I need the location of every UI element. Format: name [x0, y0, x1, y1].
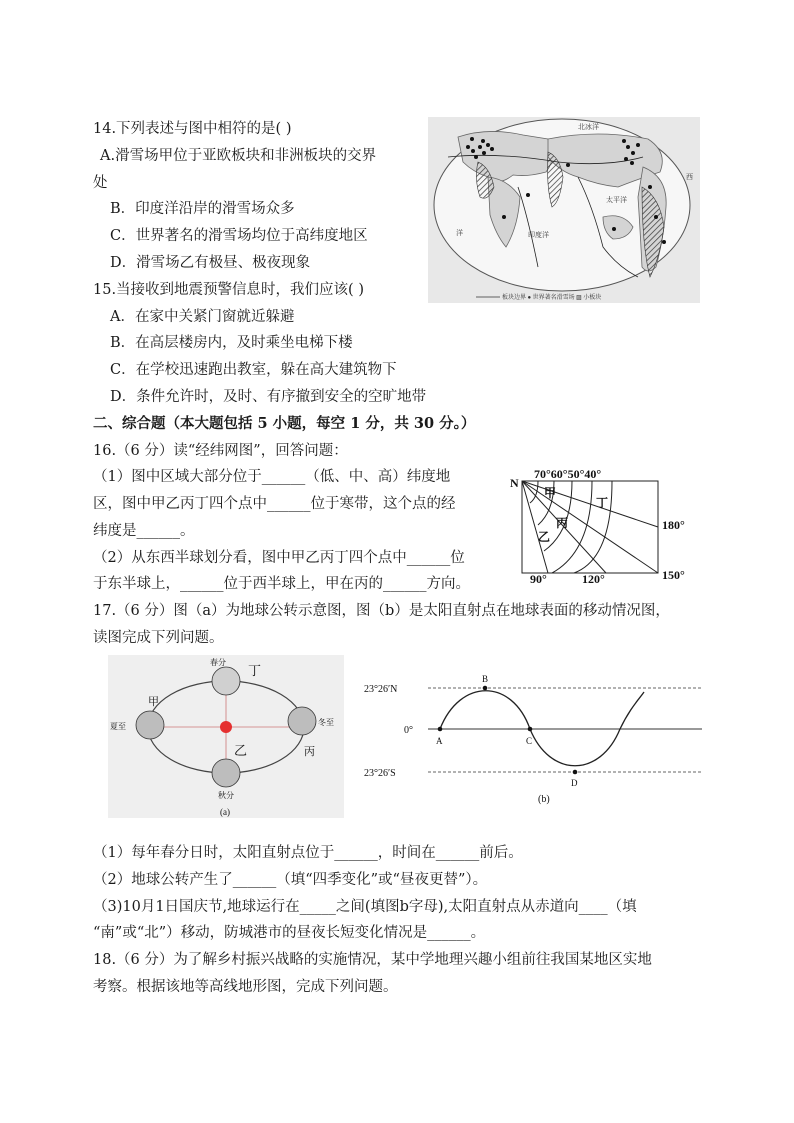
point-yi: 乙 [538, 530, 551, 544]
label-summer-solstice: 夏至 [110, 722, 126, 731]
q18-line-1: 18.（6 分）为了解乡村振兴战略的实施情况，某中学地理兴趣小组前往我国某地区实地 [93, 952, 652, 968]
label-tropic-south: 23°26′S [364, 768, 396, 779]
figure-a-caption: (a) [220, 807, 230, 817]
q17-stem-1: 17.（6 分）图（a）为地球公转示意图，图（b）是太阳直射点在地球表面的移动情况图， [93, 603, 670, 619]
graticule-lon-180: 180° [662, 518, 685, 532]
q14-option-b: B．印度洋沿岸的滑雪场众多 [110, 201, 295, 217]
q17-line-3: （3)10月1日国庆节,地球运行在_____之间(填图b字母),太阳直射点从赤道向____（填 [93, 899, 637, 915]
q15-option-d: D．条件允许时，及时、有序撤到安全的空旷地带 [110, 389, 427, 405]
graticule-top-lats: 70°60°50°40° [534, 467, 602, 481]
label-west: 西 [686, 173, 693, 181]
q17-stem-2: 读图完成下列问题。 [93, 630, 224, 646]
label-jia: 甲 [148, 696, 159, 708]
label-indian: 印度洋 [528, 231, 549, 239]
q14-stem: 14.下列表述与图中相符的是( ) [93, 121, 292, 137]
point-b: B [482, 674, 489, 684]
q15-option-b: B．在高层楼房内，及时乘坐电梯下楼 [110, 335, 353, 351]
q15-option-a: A．在家中关紧门窗就近躲避 [110, 309, 295, 325]
map-legend: 板块边界 ● 世界著名滑雪场 ▨ 小板块 [502, 295, 602, 301]
label-bing: 丙 [304, 746, 315, 758]
q14-option-a-cont: 处 [93, 175, 108, 191]
section-2-title: 二、综合题（本大题包括 5 小题，每空 1 分，共 30 分。） [93, 415, 476, 432]
label-winter-solstice: 冬至 [318, 718, 334, 727]
q18-line-2: 考察。根据该地等高线地形图，完成下列问题。 [93, 979, 398, 995]
q16-line-2: 区，图中甲乙丙丁四个点中______位于寒带，这个点的经 [93, 496, 456, 512]
point-a: A [436, 736, 443, 746]
q16-line-5: 于东半球上，______位于西半球上，甲在丙的______方向。 [93, 576, 470, 592]
graticule-figure [508, 467, 706, 587]
label-autumn-equinox: 秋分 [218, 791, 234, 800]
graticule-lon-90: 90° [530, 572, 547, 586]
q16-line-1: （1）图中区域大部分位于______（低、中、高）纬度地 [93, 469, 451, 485]
point-ding: 丁 [596, 496, 609, 510]
q16-line-3: 纬度是______。 [93, 523, 195, 539]
q17-line-1: （1）每年春分日时，太阳直射点位于______，时间在______前后。 [93, 845, 523, 861]
q16-stem: 16.（6 分）读“经纬网图”，回答问题： [93, 443, 348, 459]
label-equator: 0° [404, 725, 413, 736]
point-bing: 丙 [556, 516, 569, 530]
graticule-lon-120: 120° [582, 572, 605, 586]
point-d: D [571, 778, 578, 788]
q17-line-2: （2）地球公转产生了______（填“四季变化”或“昼夜更替”）。 [93, 872, 488, 888]
label-pacific: 太平洋 [606, 196, 627, 204]
q14-option-a: A.滑雪场甲位于亚欧板块和非洲板块的交界 [100, 148, 377, 164]
q17-line-4: “南”或“北”）移动，防城港市的昼夜长短变化情况是______。 [93, 925, 486, 941]
graticule-lon-150: 150° [662, 568, 685, 582]
label-ding: 丁 [248, 663, 262, 678]
q15-option-c: C．在学校迅速跑出教室，躲在高大建筑物下 [110, 362, 397, 378]
q14-option-d: D．滑雪场乙有极昼、极夜现象 [110, 255, 311, 271]
world-ski-map [428, 117, 700, 303]
q14-option-c: C．世界著名的滑雪场均位于高纬度地区 [110, 228, 368, 244]
label-ocean-left: 洋 [456, 229, 463, 237]
orbit-figure-a [108, 655, 344, 818]
label-yi: 乙 [234, 743, 248, 758]
point-jia: 甲 [544, 486, 557, 500]
label-arctic-ocean: 北冰洋 [578, 123, 599, 131]
q16-line-4: （2）从东西半球划分看，图中甲乙丙丁四个点中______位 [93, 550, 465, 566]
label-tropic-north: 23°26′N [364, 684, 398, 695]
sun-icon [220, 721, 232, 733]
label-spring-equinox: 春分 [210, 658, 226, 667]
graticule-north: N [510, 476, 519, 490]
figure-b-caption: (b) [538, 794, 550, 805]
q15-stem: 15.当接收到地震预警信息时，我们应该( ) [93, 282, 364, 298]
subsolar-figure-b [364, 668, 708, 812]
point-c: C [526, 736, 533, 746]
